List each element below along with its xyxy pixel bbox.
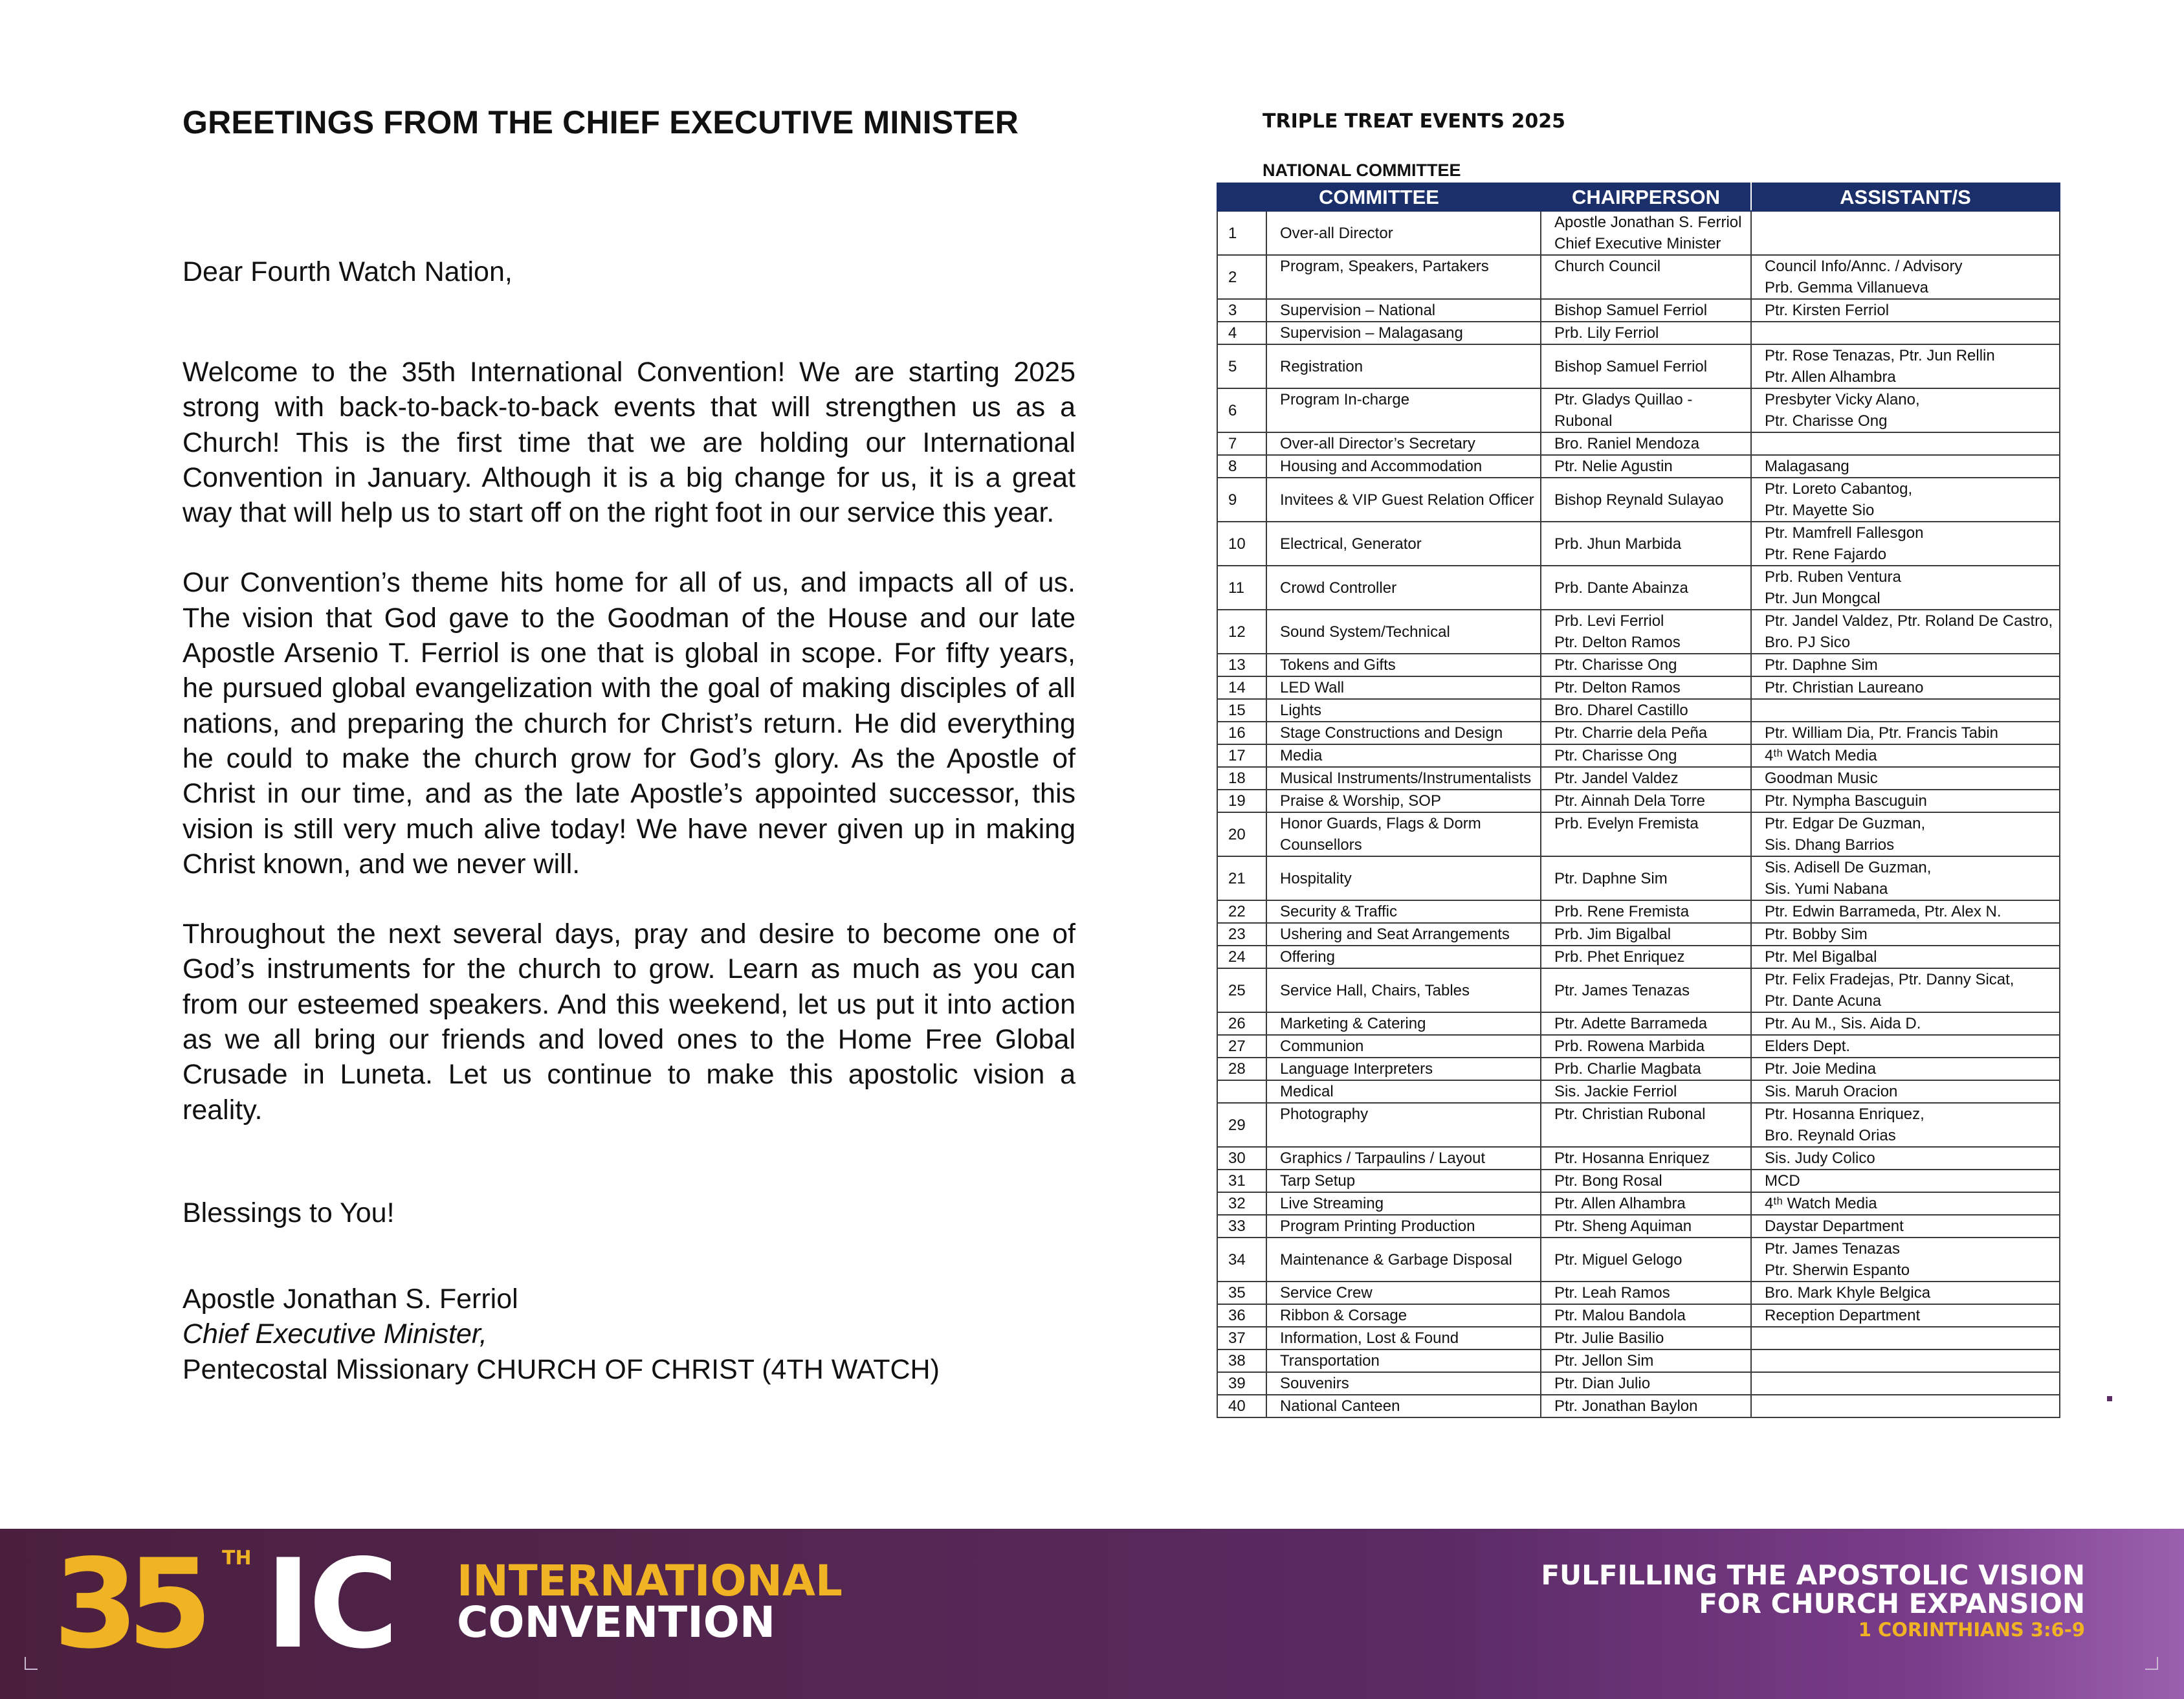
theme-verse: 1 CORINTHIANS 3:6-9 (1858, 1619, 2085, 1641)
chairperson-cell: Prb. Jhun Marbida (1541, 522, 1751, 566)
chairperson-cell: Sis. Jackie Ferriol (1541, 1080, 1751, 1103)
assistants-cell: Ptr. Joie Medina (1751, 1058, 2060, 1080)
committee-cell: Ushering and Seat Arrangements (1266, 923, 1541, 946)
signature-organization: Pentecostal Missionary CHURCH OF CHRIST (4TH WATCH) (182, 1353, 940, 1385)
row-number (1217, 1080, 1266, 1103)
assistants-cell: Prb. Ruben Ventura Ptr. Jun Mongcal (1751, 566, 2060, 610)
assistants-cell (1751, 1327, 2060, 1349)
table-row (1217, 1215, 2060, 1238)
header-chairperson: CHAIRPERSON (1541, 183, 1751, 211)
assistants-cell: Bro. Mark Khyle Belgica (1751, 1282, 2060, 1304)
row-number: 16 (1217, 722, 1266, 744)
row-number: 29 (1217, 1103, 1266, 1147)
assistants-cell: Ptr. William Dia, Ptr. Francis Tabin (1751, 722, 2060, 744)
assistants-cell (1751, 1372, 2060, 1395)
committee-cell: Over-all Director’s Secretary (1266, 432, 1541, 455)
table-row (1217, 1103, 2060, 1147)
assistants-cell: Ptr. Kirsten Ferriol (1751, 299, 2060, 322)
chairperson-cell: Bishop Samuel Ferriol (1541, 344, 1751, 388)
letter-paragraph-1: Welcome to the 35th International Convention! We are starting 2025 strong with back-to-back-to-back events that will strengthen us as a Church! This is the first time that we are holding our International Convention in January. Although it is a big change for us, it is a great way that will help us to start off on the right foot in our service this year. (182, 357, 1075, 529)
committee-cell: Live Streaming (1266, 1192, 1541, 1215)
chairperson-cell: Ptr. Bong Rosal (1541, 1170, 1751, 1192)
convention-name-line1: INTERNATIONAL (457, 1556, 843, 1606)
row-number: 34 (1217, 1238, 1266, 1282)
assistants-cell: Ptr. James Tenazas Ptr. Sherwin Espanto (1751, 1238, 2060, 1282)
letter-closing: Blessings to You! (182, 1197, 395, 1228)
assistants-cell (1751, 1395, 2060, 1417)
committee-section-label: NATIONAL COMMITTEE (1263, 161, 1461, 180)
chairperson-cell: Ptr. Gladys Quillao - Rubonal (1541, 388, 1751, 432)
committee-cell: Lights (1266, 699, 1541, 722)
chairperson-cell: Ptr. Julie Basilio (1541, 1327, 1751, 1349)
committee-cell: Souvenirs (1266, 1372, 1541, 1395)
row-number: 6 (1217, 388, 1266, 432)
committee-cell: Electrical, Generator (1266, 522, 1541, 566)
assistants-cell: Malagasang (1751, 455, 2060, 478)
table-row (1217, 946, 2060, 968)
chairperson-cell: Prb. Rene Fremista (1541, 900, 1751, 923)
row-number: 25 (1217, 968, 1266, 1012)
chairperson-cell: Prb. Lily Ferriol (1541, 322, 1751, 344)
table-row (1217, 344, 2060, 388)
assistants-cell: Council Info/Annc. / Advisory Prb. Gemma Villanueva (1751, 255, 2060, 299)
row-number: 37 (1217, 1327, 1266, 1349)
assistants-cell: Goodman Music (1751, 767, 2060, 790)
row-number: 31 (1217, 1170, 1266, 1192)
committee-cell: Information, Lost & Found (1266, 1327, 1541, 1349)
footer-banner (0, 1529, 2184, 1699)
row-number: 18 (1217, 767, 1266, 790)
row-number: 32 (1217, 1192, 1266, 1215)
table-row (1217, 432, 2060, 455)
table-row (1217, 812, 2060, 856)
table-row (1217, 744, 2060, 767)
committee-cell: Supervision – National (1266, 299, 1541, 322)
committee-cell: Praise & Worship, SOP (1266, 790, 1541, 812)
header-committee: COMMITTEE (1217, 183, 1541, 211)
chairperson-cell: Ptr. Dian Julio (1541, 1372, 1751, 1395)
table-row (1217, 1012, 2060, 1035)
assistants-cell: Ptr. Loreto Cabantog, Ptr. Mayette Sio (1751, 478, 2060, 522)
chairperson-cell: Ptr. Malou Bandola (1541, 1304, 1751, 1327)
greeting-letter (182, 104, 1075, 1387)
table-row (1217, 299, 2060, 322)
table-row (1217, 1080, 2060, 1103)
signature-name: Apostle Jonathan S. Ferriol (182, 1283, 518, 1315)
committee-cell: Marketing & Catering (1266, 1012, 1541, 1035)
row-number: 2 (1217, 255, 1266, 299)
table-row (1217, 1327, 2060, 1349)
assistants-cell: Presbyter Vicky Alano, Ptr. Charisse Ong (1751, 388, 2060, 432)
chairperson-cell: Ptr. Charrie dela Peña (1541, 722, 1751, 744)
chairperson-cell: Ptr. Christian Rubonal (1541, 1103, 1751, 1147)
row-number: 20 (1217, 812, 1266, 856)
assistants-cell: Ptr. Rose Tenazas, Ptr. Jun Rellin Ptr. Allen Alhambra (1751, 344, 2060, 388)
table-row (1217, 856, 2060, 900)
assistants-cell: Ptr. Au M., Sis. Aida D. (1751, 1012, 2060, 1035)
convention-name-line2: CONVENTION (457, 1597, 776, 1647)
assistants-cell: Ptr. Edwin Barrameda, Ptr. Alex N. (1751, 900, 2060, 923)
row-number: 22 (1217, 900, 1266, 923)
committee-cell: Invitees & VIP Guest Relation Officer (1266, 478, 1541, 522)
chairperson-cell: Ptr. James Tenazas (1541, 968, 1751, 1012)
assistants-cell: Ptr. Mel Bigalbal (1751, 946, 2060, 968)
row-number: 5 (1217, 344, 1266, 388)
chairperson-cell: Church Council (1541, 255, 1751, 299)
chairperson-cell: Prb. Jim Bigalbal (1541, 923, 1751, 946)
row-number: 1 (1217, 211, 1266, 255)
chairperson-cell: Prb. Dante Abainza (1541, 566, 1751, 610)
table-row (1217, 790, 2060, 812)
row-number: 4 (1217, 322, 1266, 344)
committee-cell: Stage Constructions and Design (1266, 722, 1541, 744)
assistants-cell: Sis. Adisell De Guzman, Sis. Yumi Nabana (1751, 856, 2060, 900)
convention-theme (1541, 1561, 2085, 1641)
chairperson-cell: Ptr. Sheng Aquiman (1541, 1215, 1751, 1238)
table-row (1217, 322, 2060, 344)
row-number: 15 (1217, 699, 1266, 722)
committee-cell: Maintenance & Garbage Disposal (1266, 1238, 1541, 1282)
chairperson-cell: Prb. Charlie Magbata (1541, 1058, 1751, 1080)
committee-cell: Transportation (1266, 1349, 1541, 1372)
table-row (1217, 1147, 2060, 1170)
assistants-cell: Ptr. Jandel Valdez, Ptr. Roland De Castro, Bro. PJ Sico (1751, 610, 2060, 654)
committee-table (1217, 183, 2060, 1418)
assistants-cell: Ptr. Edgar De Guzman, Sis. Dhang Barrios (1751, 812, 2060, 856)
committee-cell: Musical Instruments/Instrumentalists (1266, 767, 1541, 790)
table-row (1217, 923, 2060, 946)
row-number: 12 (1217, 610, 1266, 654)
chairperson-cell: Ptr. Charisse Ong (1541, 744, 1751, 767)
assistants-cell (1751, 211, 2060, 255)
chairperson-cell: Prb. Evelyn Fremista (1541, 812, 1751, 856)
row-number: 28 (1217, 1058, 1266, 1080)
row-number: 39 (1217, 1372, 1266, 1395)
row-number: 19 (1217, 790, 1266, 812)
assistants-cell: Ptr. Felix Fradejas, Ptr. Danny Sicat, Ptr. Dante Acuna (1751, 968, 2060, 1012)
letter-paragraph-3: Throughout the next several days, pray and desire to become one of God’s instruments for the church to grow. Learn as much as you can from our esteemed speakers. And this weekend, let us put it into action as we all bring our friends and loved ones to the Home Free Global Crusade in Luneta. Let us continue to make this apostolic vision a reality. (182, 918, 1075, 1126)
table-row (1217, 968, 2060, 1012)
logo-number: 35 (53, 1533, 201, 1676)
letter-salutation: Dear Fourth Watch Nation, (182, 256, 513, 287)
table-row (1217, 255, 2060, 299)
row-number: 33 (1217, 1215, 1266, 1238)
table-row (1217, 722, 2060, 744)
chairperson-cell: Ptr. Hosanna Enriquez (1541, 1147, 1751, 1170)
assistants-cell (1751, 699, 2060, 722)
table-row (1217, 654, 2060, 676)
table-row (1217, 1058, 2060, 1080)
committee-cell: Program Printing Production (1266, 1215, 1541, 1238)
chairperson-cell: Prb. Phet Enriquez (1541, 946, 1751, 968)
table-row (1217, 610, 2060, 654)
signature-title: Chief Executive Minister, (182, 1318, 487, 1350)
chairperson-cell: Ptr. Delton Ramos (1541, 676, 1751, 699)
assistants-cell (1751, 1349, 2060, 1372)
chairperson-cell: Ptr. Adette Barrameda (1541, 1012, 1751, 1035)
chairperson-cell: Prb. Rowena Marbida (1541, 1035, 1751, 1058)
crop-mark-left (25, 1657, 38, 1670)
committee-cell: Security & Traffic (1266, 900, 1541, 923)
committee-cell: Medical (1266, 1080, 1541, 1103)
letter-title: GREETINGS FROM THE CHIEF EXECUTIVE MINISTER (182, 104, 1019, 140)
committee-cell: Tarp Setup (1266, 1170, 1541, 1192)
table-row (1217, 566, 2060, 610)
committee-cell: Graphics / Tarpaulins / Layout (1266, 1147, 1541, 1170)
assistants-cell: Sis. Maruh Oracion (1751, 1080, 2060, 1103)
events-title: TRIPLE TREAT EVENTS 2025 (1263, 110, 1565, 133)
committee-cell: Service Crew (1266, 1282, 1541, 1304)
table-row (1217, 1035, 2060, 1058)
table-row (1217, 1304, 2060, 1327)
chairperson-cell: Prb. Levi Ferriol Ptr. Delton Ramos (1541, 610, 1751, 654)
row-number: 7 (1217, 432, 1266, 455)
chairperson-cell: Ptr. Miguel Gelogo (1541, 1238, 1751, 1282)
row-number: 23 (1217, 923, 1266, 946)
table-row (1217, 699, 2060, 722)
table-row (1217, 1349, 2060, 1372)
row-number: 26 (1217, 1012, 1266, 1035)
assistants-cell: Reception Department (1751, 1304, 2060, 1327)
table-row (1217, 1372, 2060, 1395)
committee-cell: Offering (1266, 946, 1541, 968)
assistants-cell: Ptr. Nympha Bascuguin (1751, 790, 2060, 812)
chairperson-cell: Bro. Raniel Mendoza (1541, 432, 1751, 455)
signature-block (182, 1282, 1075, 1387)
row-number: 35 (1217, 1282, 1266, 1304)
assistants-cell (1751, 432, 2060, 455)
row-number: 9 (1217, 478, 1266, 522)
crop-mark-right (2145, 1657, 2158, 1670)
table-row (1217, 1238, 2060, 1282)
table-header-row (1217, 183, 2060, 211)
committee-cell: Honor Guards, Flags & Dorm Counsellors (1266, 812, 1541, 856)
committee-cell: Supervision – Malagasang (1266, 322, 1541, 344)
assistants-cell: Ptr. Hosanna Enriquez, Bro. Reynald Orias (1751, 1103, 2060, 1147)
theme-line-2: FOR CHURCH EXPANSION (1699, 1588, 2085, 1619)
chairperson-cell: Ptr. Allen Alhambra (1541, 1192, 1751, 1215)
committee-table-body (1217, 211, 2060, 1417)
committee-cell: Service Hall, Chairs, Tables (1266, 968, 1541, 1012)
committee-cell: Tokens and Gifts (1266, 654, 1541, 676)
row-number: 38 (1217, 1349, 1266, 1372)
chairperson-cell: Ptr. Jellon Sim (1541, 1349, 1751, 1372)
committee-cell: Photography (1266, 1103, 1541, 1147)
row-number: 14 (1217, 676, 1266, 699)
assistants-cell: Sis. Judy Colico (1751, 1147, 2060, 1170)
committee-cell: Language Interpreters (1266, 1058, 1541, 1080)
chairperson-cell: Bro. Dharel Castillo (1541, 699, 1751, 722)
logo-superscript: TH (222, 1547, 252, 1570)
assistants-cell: Ptr. Mamfrell Fallesgon Ptr. Rene Fajardo (1751, 522, 2060, 566)
chairperson-cell: Ptr. Charisse Ong (1541, 654, 1751, 676)
table-row (1217, 767, 2060, 790)
committee-cell: Media (1266, 744, 1541, 767)
committee-cell: Ribbon & Corsage (1266, 1304, 1541, 1327)
committee-cell: Crowd Controller (1266, 566, 1541, 610)
logo-letters: IC (265, 1533, 397, 1676)
chairperson-cell: Ptr. Ainnah Dela Torre (1541, 790, 1751, 812)
theme-line-1: FULFILLING THE APOSTOLIC VISION (1541, 1559, 2085, 1591)
committee-cell: Communion (1266, 1035, 1541, 1058)
row-number: 11 (1217, 566, 1266, 610)
assistants-cell: MCD (1751, 1170, 2060, 1192)
assistants-cell: Ptr. Bobby Sim (1751, 923, 2060, 946)
table-row (1217, 1192, 2060, 1215)
row-number: 30 (1217, 1147, 1266, 1170)
chairperson-cell: Bishop Samuel Ferriol (1541, 299, 1751, 322)
chairperson-cell: Apostle Jonathan S. Ferriol Chief Executive Minister (1541, 211, 1751, 255)
committee-cell: Program, Speakers, Partakers (1266, 255, 1541, 299)
row-number: 24 (1217, 946, 1266, 968)
table-row (1217, 1395, 2060, 1417)
header-assistants: ASSISTANT/S (1751, 183, 2060, 211)
row-number: 36 (1217, 1304, 1266, 1327)
committee-cell: LED Wall (1266, 676, 1541, 699)
committee-cell: Housing and Accommodation (1266, 455, 1541, 478)
chairperson-cell: Ptr. Nelie Agustin (1541, 455, 1751, 478)
committee-cell: Hospitality (1266, 856, 1541, 900)
table-row (1217, 478, 2060, 522)
committee-cell: Sound System/Technical (1266, 610, 1541, 654)
table-row (1217, 455, 2060, 478)
assistants-cell (1751, 322, 2060, 344)
table-row (1217, 1170, 2060, 1192)
assistants-cell: 4ᵗʰ Watch Media (1751, 1192, 2060, 1215)
assistants-cell: Ptr. Christian Laureano (1751, 676, 2060, 699)
chairperson-cell: Bishop Reynald Sulayao (1541, 478, 1751, 522)
row-number: 13 (1217, 654, 1266, 676)
committee-cell: Registration (1266, 344, 1541, 388)
decorative-dot (2107, 1396, 2112, 1401)
chairperson-cell: Ptr. Daphne Sim (1541, 856, 1751, 900)
table-row (1217, 1282, 2060, 1304)
table-row (1217, 522, 2060, 566)
row-number: 17 (1217, 744, 1266, 767)
table-row (1217, 676, 2060, 699)
row-number: 40 (1217, 1395, 1266, 1417)
table-row (1217, 900, 2060, 923)
chairperson-cell: Ptr. Leah Ramos (1541, 1282, 1751, 1304)
row-number: 3 (1217, 299, 1266, 322)
row-number: 27 (1217, 1035, 1266, 1058)
chairperson-cell: Ptr. Jandel Valdez (1541, 767, 1751, 790)
table-row (1217, 211, 2060, 255)
assistants-cell: Ptr. Daphne Sim (1751, 654, 2060, 676)
committee-cell: National Canteen (1266, 1395, 1541, 1417)
row-number: 10 (1217, 522, 1266, 566)
chairperson-cell: Ptr. Jonathan Baylon (1541, 1395, 1751, 1417)
assistants-cell: 4ᵗʰ Watch Media (1751, 744, 2060, 767)
assistants-cell: Daystar Department (1751, 1215, 2060, 1238)
row-number: 8 (1217, 455, 1266, 478)
committee-cell: Program In-charge (1266, 388, 1541, 432)
row-number: 21 (1217, 856, 1266, 900)
letter-paragraph-2: Our Convention’s theme hits home for all of us, and impacts all of us. The vision that God gave to the Goodman of the House and our late Apostle Arsenio T. Ferriol is one that is global in scope. For fifty years, he pursued global evangelization with the goal of making disciples of all nations, and preparing the church for Christ’s return. He did everything he could to make the church grow for God’s glory. As the Apostle of Christ in our time, and as the late Apostle’s appointed successor, this vision is still very much alive today! We have never given up in making Christ known, and we never will. (182, 567, 1075, 880)
table-row (1217, 388, 2060, 432)
committee-cell: Over-all Director (1266, 211, 1541, 255)
assistants-cell: Elders Dept. (1751, 1035, 2060, 1058)
